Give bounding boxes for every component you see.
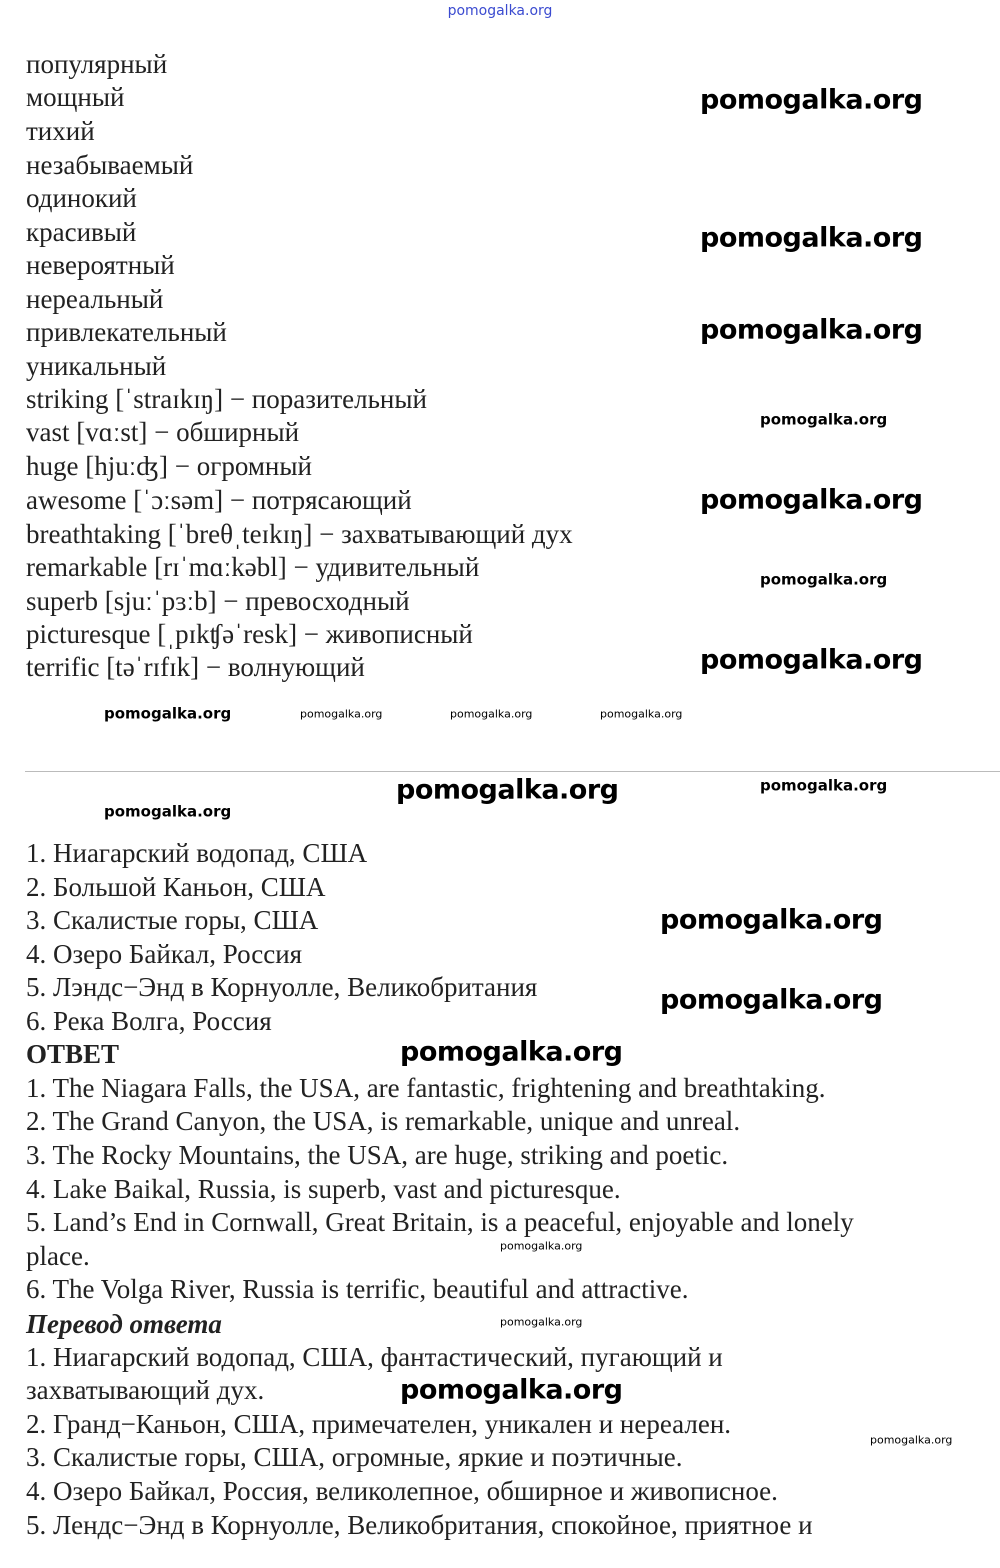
watermark: pomogalka.org: [660, 904, 883, 936]
vocab-line: нереальный: [26, 284, 164, 314]
section-divider: [25, 771, 1000, 772]
watermark: pomogalka.org: [450, 707, 533, 721]
vocab-line: breathtaking [ˈbreθˌteɪkɪŋ] − захватывающий дух: [26, 519, 573, 549]
vocab-line: remarkable [rɪˈmɑːkəbl] − удивительный: [26, 552, 480, 582]
vocab-line: тихий: [26, 116, 95, 146]
answer-line: place.: [26, 1241, 90, 1271]
watermark: pomogalka.org: [700, 314, 923, 346]
watermark: pomogalka.org: [400, 1036, 623, 1068]
watermark: pomogalka.org: [760, 410, 888, 429]
place-line: 5. Лэндс−Энд в Корнуолле, Великобритания: [26, 972, 538, 1002]
answer-line: 1. The Niagara Falls, the USA, are fantastic, frightening and breathtaking.: [26, 1073, 826, 1103]
watermark: pomogalka.org: [700, 484, 923, 516]
place-line: 4. Озеро Байкал, Россия: [26, 939, 303, 969]
vocab-line: одинокий: [26, 183, 137, 213]
translation-line: 1. Ниагарский водопад, США, фантастический, пугающий и: [26, 1342, 723, 1372]
vocab-line: vast [vɑːst] − обширный: [26, 417, 300, 447]
translation-line: 5. Лендс−Энд в Корнуолле, Великобритания, спокойное, приятное и: [26, 1510, 813, 1540]
watermark: pomogalka.org: [760, 570, 888, 589]
watermark: pomogalka.org: [760, 776, 888, 795]
watermark: pomogalka.org: [700, 84, 923, 116]
place-line: 6. Река Волга, Россия: [26, 1006, 272, 1036]
watermark: pomogalka.org: [660, 984, 883, 1016]
vocab-line: terrific [təˈrɪfɪk] − волнующий: [26, 652, 365, 682]
translation-line: 4. Озеро Байкал, Россия, великолепное, обширное и живописное.: [26, 1476, 778, 1506]
vocab-line: superb [sjuːˈpɜːb] − превосходный: [26, 586, 410, 616]
vocab-line: уникальный: [26, 351, 167, 381]
header-watermark: pomogalka.org: [447, 3, 553, 19]
watermark: pomogalka.org: [700, 222, 923, 254]
translation-line: 3. Скалистые горы, США, огромные, яркие и поэтичные.: [26, 1442, 683, 1472]
vocab-line: мощный: [26, 82, 125, 112]
translation-line: захватывающий дух.: [26, 1375, 265, 1405]
vocab-line: популярный: [26, 49, 168, 79]
watermark: pomogalka.org: [870, 1433, 953, 1447]
vocab-line: невероятный: [26, 250, 175, 280]
watermark: pomogalka.org: [500, 1239, 583, 1253]
watermark: pomogalka.org: [600, 707, 683, 721]
watermark: pomogalka.org: [396, 774, 619, 806]
answer-line: 2. The Grand Canyon, the USA, is remarkable, unique and unreal.: [26, 1106, 741, 1136]
translation-heading: Перевод ответа: [26, 1309, 222, 1339]
vocab-line: striking [ˈstraɪkɪŋ] − поразительный: [26, 384, 427, 414]
watermark: pomogalka.org: [300, 707, 383, 721]
watermark: pomogalka.org: [400, 1374, 623, 1406]
place-line: 1. Ниагарский водопад, США: [26, 838, 368, 868]
answer-line: 5. Land’s End in Cornwall, Great Britain, is a peaceful, enjoyable and lonely: [26, 1207, 854, 1237]
watermark: pomogalka.org: [104, 704, 232, 723]
watermark: pomogalka.org: [500, 1315, 583, 1329]
vocab-line: huge [hjuːʤ] − огромный: [26, 451, 312, 481]
watermark: pomogalka.org: [104, 802, 232, 821]
place-line: 3. Скалистые горы, США: [26, 905, 319, 935]
vocab-line: привлекательный: [26, 317, 227, 347]
vocab-line: awesome [ˈɔːsəm] − потрясающий: [26, 485, 412, 515]
vocab-line: красивый: [26, 217, 137, 247]
answer-line: 3. The Rocky Mountains, the USA, are huge, striking and poetic.: [26, 1140, 729, 1170]
answer-line: 6. The Volga River, Russia is terrific, beautiful and attractive.: [26, 1274, 689, 1304]
place-line: 2. Большой Каньон, США: [26, 872, 326, 902]
answer-heading: ОТВЕТ: [26, 1039, 120, 1069]
answer-line: 4. Lake Baikal, Russia, is superb, vast and picturesque.: [26, 1174, 621, 1204]
translation-line: 2. Гранд−Каньон, США, примечателен, уникален и нереален.: [26, 1409, 732, 1439]
vocab-line: незабываемый: [26, 150, 194, 180]
vocab-line: picturesque [ˌpɪkʧəˈresk] − живописный: [26, 619, 473, 649]
watermark: pomogalka.org: [700, 644, 923, 676]
